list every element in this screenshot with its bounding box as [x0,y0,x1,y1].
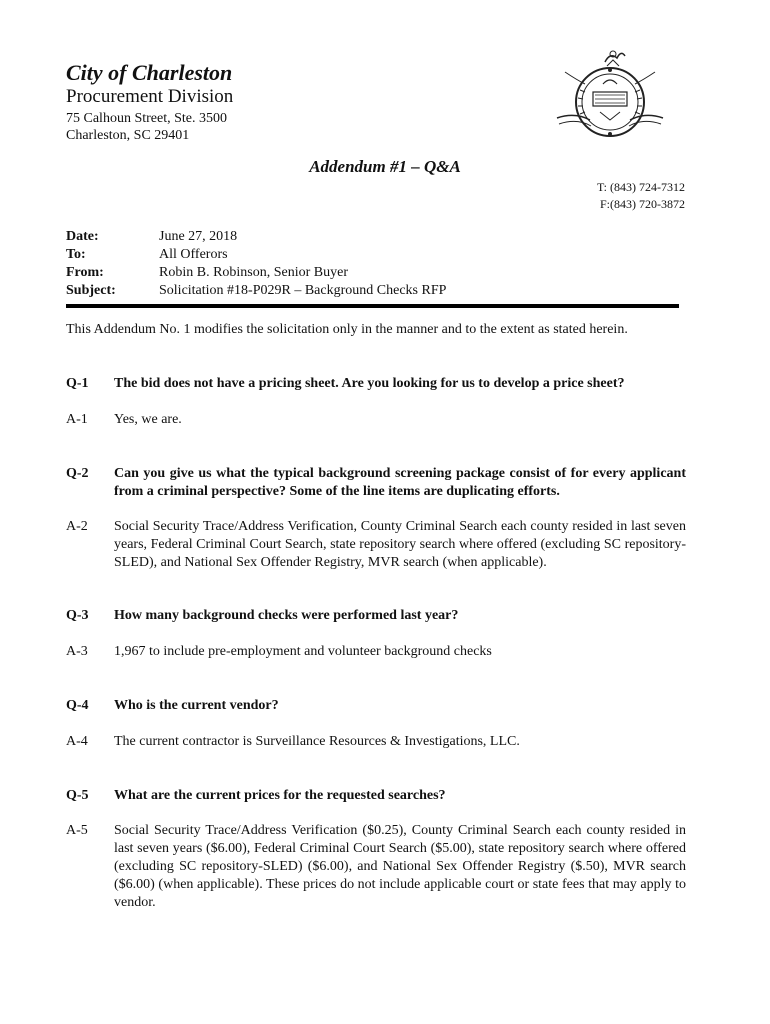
answer-5 [66,822,686,912]
memo-subject: Solicitation #18-P029R – Background Checks RFP [159,283,447,298]
memo-label: Date: [66,229,99,244]
city-seal-icon [555,40,665,140]
answer-label: A-5 [66,823,88,838]
answer-1 [66,411,686,429]
address-line-2: Charleston, SC 29401 [66,128,190,143]
memo-row-subject [66,282,446,300]
phone-number: T: (843) 724-7312 [596,180,685,194]
answer-text: Social Security Trace/Address Verification ($0.25), County Criminal Search each county resided in last seven years ($6.00), Federal Criminal Court Search ($5.00), state repository search where offered (excluding SC repository-SLED) ($6.00), and National Sex Offender Registry ($.50), MVR search ($6.00) (when applicable). These prices do not include applicable court or state fees that may apply to vendor. [114,823,686,910]
memo-row-to [66,246,446,264]
question-label: Q-5 [66,788,89,803]
answer-text: Social Security Trace/Address Verification, County Criminal Search each county resided in last seven years, Federal Criminal Court Search, state repository search where offered (excluding SC repository-SLED), and National Sex Offender Registry, MVR search (when applicable). [114,519,686,570]
answer-text: 1,967 to include pre-employment and volunteer background checks [114,644,492,659]
division-name: Procurement Division [66,86,234,107]
answer-text: The current contractor is Surveillance Resources & Investigations, LLC. [114,734,520,749]
answer-3 [66,643,686,661]
question-label: Q-2 [66,466,89,481]
question-label: Q-1 [66,376,89,391]
answer-label: A-3 [66,644,88,659]
question-text: Can you give us what the typical background screening package consist of for every applicant from a criminal perspective? Some of the line items are duplicating efforts. [114,466,686,499]
question-text: How many background checks were performed last year? [114,608,459,623]
answer-text: Yes, we are. [114,412,182,427]
address-line-1: 75 Calhoun Street, Ste. 3500 [66,111,227,126]
intro-paragraph: This Addendum No. 1 modifies the solicitation only in the manner and to the extent as stated herein. [66,322,628,337]
question-4 [66,697,686,715]
memo-label: From: [66,265,104,280]
question-text: What are the current prices for the requested searches? [114,788,446,803]
question-3 [66,607,686,625]
question-label: Q-4 [66,698,89,713]
question-2 [66,465,686,501]
answer-2 [66,518,686,572]
question-5 [66,787,686,805]
answer-label: A-1 [66,412,88,427]
org-name: City of Charleston [66,60,233,85]
divider-rule [66,304,679,308]
memo-from: Robin B. Robinson, Senior Buyer [159,265,349,280]
question-text: Who is the current vendor? [114,698,279,713]
memo-row-from [66,264,446,282]
memo-to: All Offerors [159,247,228,262]
question-text: The bid does not have a pricing sheet. Are you looking for us to develop a price sheet? [114,376,625,391]
memo-block [66,228,446,300]
memo-row-date [66,228,446,246]
addendum-title: Addendum #1 – Q&A [309,157,461,176]
answer-label: A-2 [66,519,88,534]
memo-label: To: [66,247,86,262]
memo-date: June 27, 2018 [159,229,238,244]
answer-4 [66,733,686,751]
fax-number: F:(843) 720-3872 [600,197,685,211]
answer-label: A-4 [66,734,88,749]
question-label: Q-3 [66,608,89,623]
memo-label: Subject: [66,283,116,298]
question-1 [66,375,686,393]
